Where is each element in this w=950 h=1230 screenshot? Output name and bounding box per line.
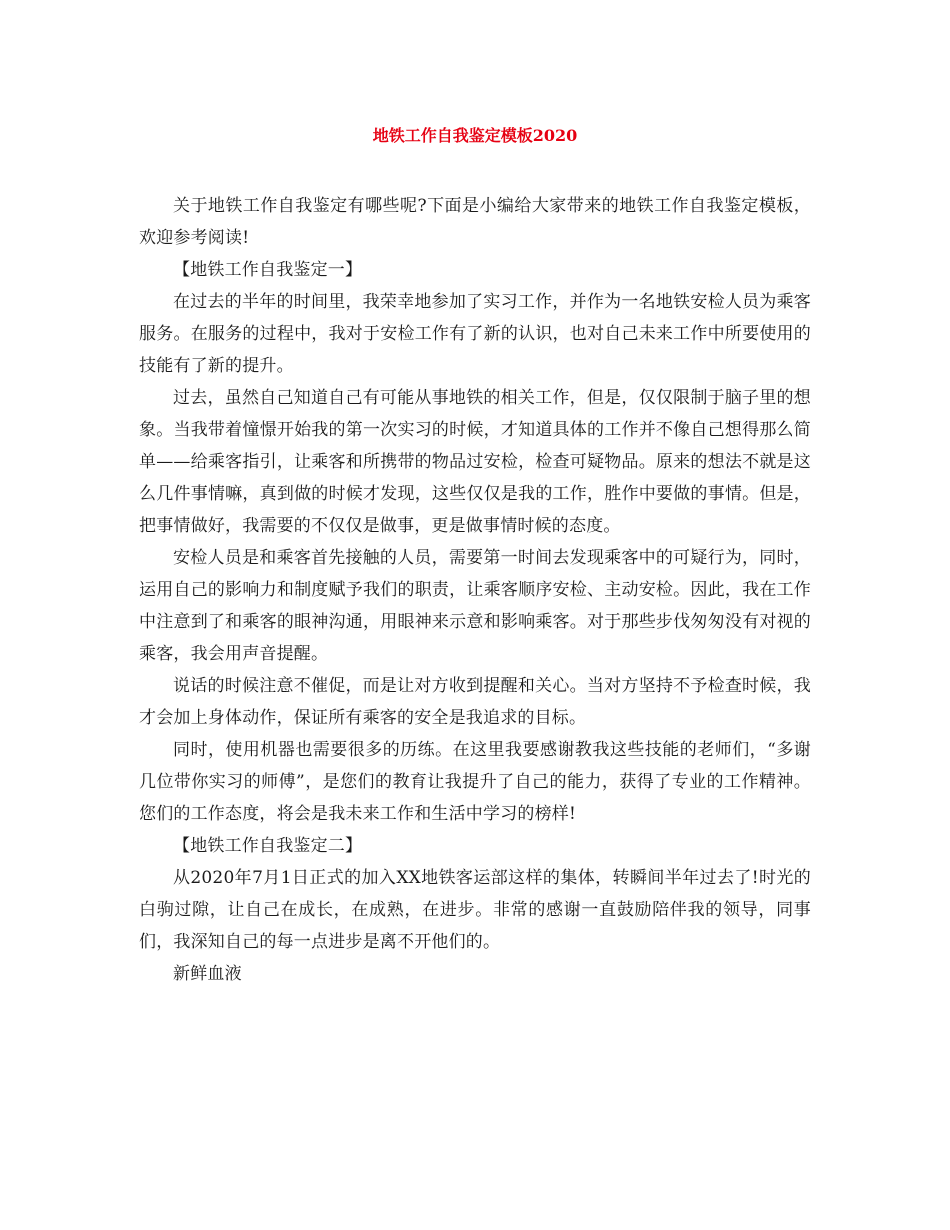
intro-paragraph: 关于地铁工作自我鉴定有哪些呢?下面是小编给大家带来的地铁工作自我鉴定模板，欢迎参考阅读!	[139, 196, 811, 248]
body-paragraph: 从2020年7月1日正式的加入XX地铁客运部这样的集体，转瞬间半年过去了!时光的白驹过隙，让自己在成长，在成熟，在进步。非常的感谢一直鼓励陪伴我的领导，同事们，我深知自己的每一点进步是离不开他们的。	[139, 868, 811, 952]
body-paragraph: 在过去的半年的时间里，我荣幸地参加了实习工作，并作为一名地铁安检人员为乘客服务。在服务的过程中，我对于安检工作有了新的认识，也对自己未来工作中所要使用的技能有了新的提升。	[139, 292, 811, 376]
section-heading-two: 【地铁工作自我鉴定二】	[173, 836, 363, 856]
document-title: 地铁工作自我鉴定模板2020	[372, 126, 578, 145]
section-heading-one: 【地铁工作自我鉴定一】	[173, 260, 363, 280]
body-paragraph: 过去，虽然自己知道自己有可能从事地铁的相关工作，但是，仅仅限制于脑子里的想象。当我带着憧憬开始我的第一次实习的时候，才知道具体的工作并不像自己想得那么简单——给乘客指引，让乘客和所携带的物品过安检，检查可疑物品。原来的想法不就是这么几件事情嘛，真到做的时候才发现，这些仅仅是我的工作，胜作中要做的事情。但是，把事情做好，我需要的不仅仅是做事，更是做事情时候的态度。	[139, 388, 811, 536]
subheading: 新鲜血液	[173, 964, 242, 984]
document-body	[139, 190, 811, 990]
body-paragraph: 同时，使用机器也需要很多的历练。在这里我要感谢教我这些技能的老师们，“多谢几位带你实习的师傅”，是您们的教育让我提升了自己的能力，获得了专业的工作精神。您们的工作态度，将会是我未来工作和生活中学习的榜样!	[139, 740, 811, 824]
body-paragraph: 说话的时候注意不催促，而是让对方收到提醒和关心。当对方坚持不予检查时候，我才会加上身体动作，保证所有乘客的安全是我追求的目标。	[139, 676, 811, 728]
body-paragraph: 安检人员是和乘客首先接触的人员，需要第一时间去发现乘客中的可疑行为，同时，运用自己的影响力和制度赋予我们的职责，让乘客顺序安检、主动安检。因此，我在工作中注意到了和乘客的眼神沟通，用眼神来示意和影响乘客。对于那些步伐匆匆没有对视的乘客，我会用声音提醒。	[139, 548, 811, 664]
